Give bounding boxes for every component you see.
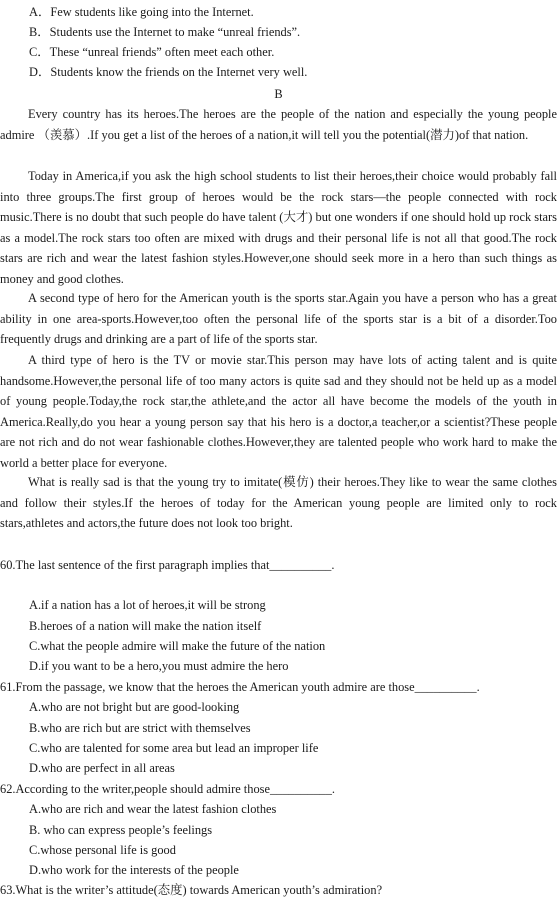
question-61-option-c: C.who are talented for some area but lead an improper life bbox=[29, 741, 319, 755]
question-62-option-c: C.whose personal life is good bbox=[29, 843, 176, 857]
question-60-option-b: B.heroes of a nation will make the nation itself bbox=[29, 619, 262, 633]
question-62-stem: 62.According to the writer,people should admire those__________. bbox=[0, 782, 336, 796]
question-61-option-d: D.who are perfect in all areas bbox=[29, 761, 175, 775]
question-62-option-d: D.who work for the interests of the people bbox=[29, 863, 239, 877]
paragraph-4: A third type of hero is the TV or movie star.This person may have lots of acting talent and is quite handsome.However,the personal life of too many actors is quite sad and they should not be held up as a model of young people.Today,the rock star,the athlete,and the actor all have become the models of the youth in America.Really,do you hear a young person say that his hero is a doctor,a teacher,or a scientist?These people are not rich and do not wear fashionable clothes.However,they are talented people who work hard to make the world a better place for everyone. bbox=[0, 353, 557, 470]
question-63-stem: 63.What is the writer’s attitude(态度) towards American youth’s admiration? bbox=[0, 883, 383, 897]
question-60-option-d: D.if you want to be a hero,you must admire the hero bbox=[29, 659, 289, 673]
question-62-option-b: B. who can express people’s feelings bbox=[29, 823, 213, 837]
paragraph-5: What is really sad is that the young try to imitate(模仿) their heroes.They like to wear the same clothes and follow their styles.If the heroes of today for the American young people are limited only to rock stars,athletes and actors,the future does not look too bright. bbox=[0, 475, 557, 531]
question-60-option-a: A.if a nation has a lot of heroes,it will be strong bbox=[29, 598, 266, 612]
question-61-stem: 61.From the passage, we know that the heroes the American youth admire are those__________. bbox=[0, 680, 480, 694]
question-61-option-b: B.who are rich but are strict with themselves bbox=[29, 721, 251, 735]
section-label: B bbox=[274, 87, 283, 101]
question-60-stem: 60.The last sentence of the first paragraph implies that__________. bbox=[0, 558, 335, 572]
question-61-option-a: A.who are not bright but are good-looking bbox=[29, 700, 240, 714]
prev-option-b: B．Students use the Internet to make “unreal friends”. bbox=[29, 25, 301, 39]
prev-option-c: C．These “unreal friends” often meet each other. bbox=[29, 45, 275, 59]
paragraph-1: Every country has its heroes.The heroes are the people of the nation and especially the young people admire （羡慕）.If you get a list of the heroes of a nation,it will tell you the potential(潜力)of that nation. bbox=[0, 107, 557, 142]
paragraph-2: Today in America,if you ask the high school students to list their heroes,their choice would probably fall into three groups.The first group of heroes would be the rock stars—the people connected with rock music.There is no doubt that such people do have talent (大才) but one wonders if one should hold up rock stars as a model.The rock stars too often are mixed with drugs and their personal life is not all that good.The rock stars are rich and wear the latest fashion styles.However,one should seek more in a hero than such things as money and good clothes. bbox=[0, 169, 557, 286]
prev-option-a: A．Few students like going into the Internet. bbox=[29, 5, 254, 19]
question-60-option-c: C.what the people admire will make the future of the nation bbox=[29, 639, 326, 653]
paragraph-3: A second type of hero for the American youth is the sports star.Again you have a person who has a great ability in one area-sports.However,too often the personal life of the sports star is a bit of a disorder.Too frequently drugs and drinking are a part of life of the sports star. bbox=[0, 291, 557, 347]
prev-option-d: D．Students know the friends on the Internet very well. bbox=[29, 65, 308, 79]
question-62-option-a: A.who are rich and wear the latest fashion clothes bbox=[29, 802, 277, 816]
